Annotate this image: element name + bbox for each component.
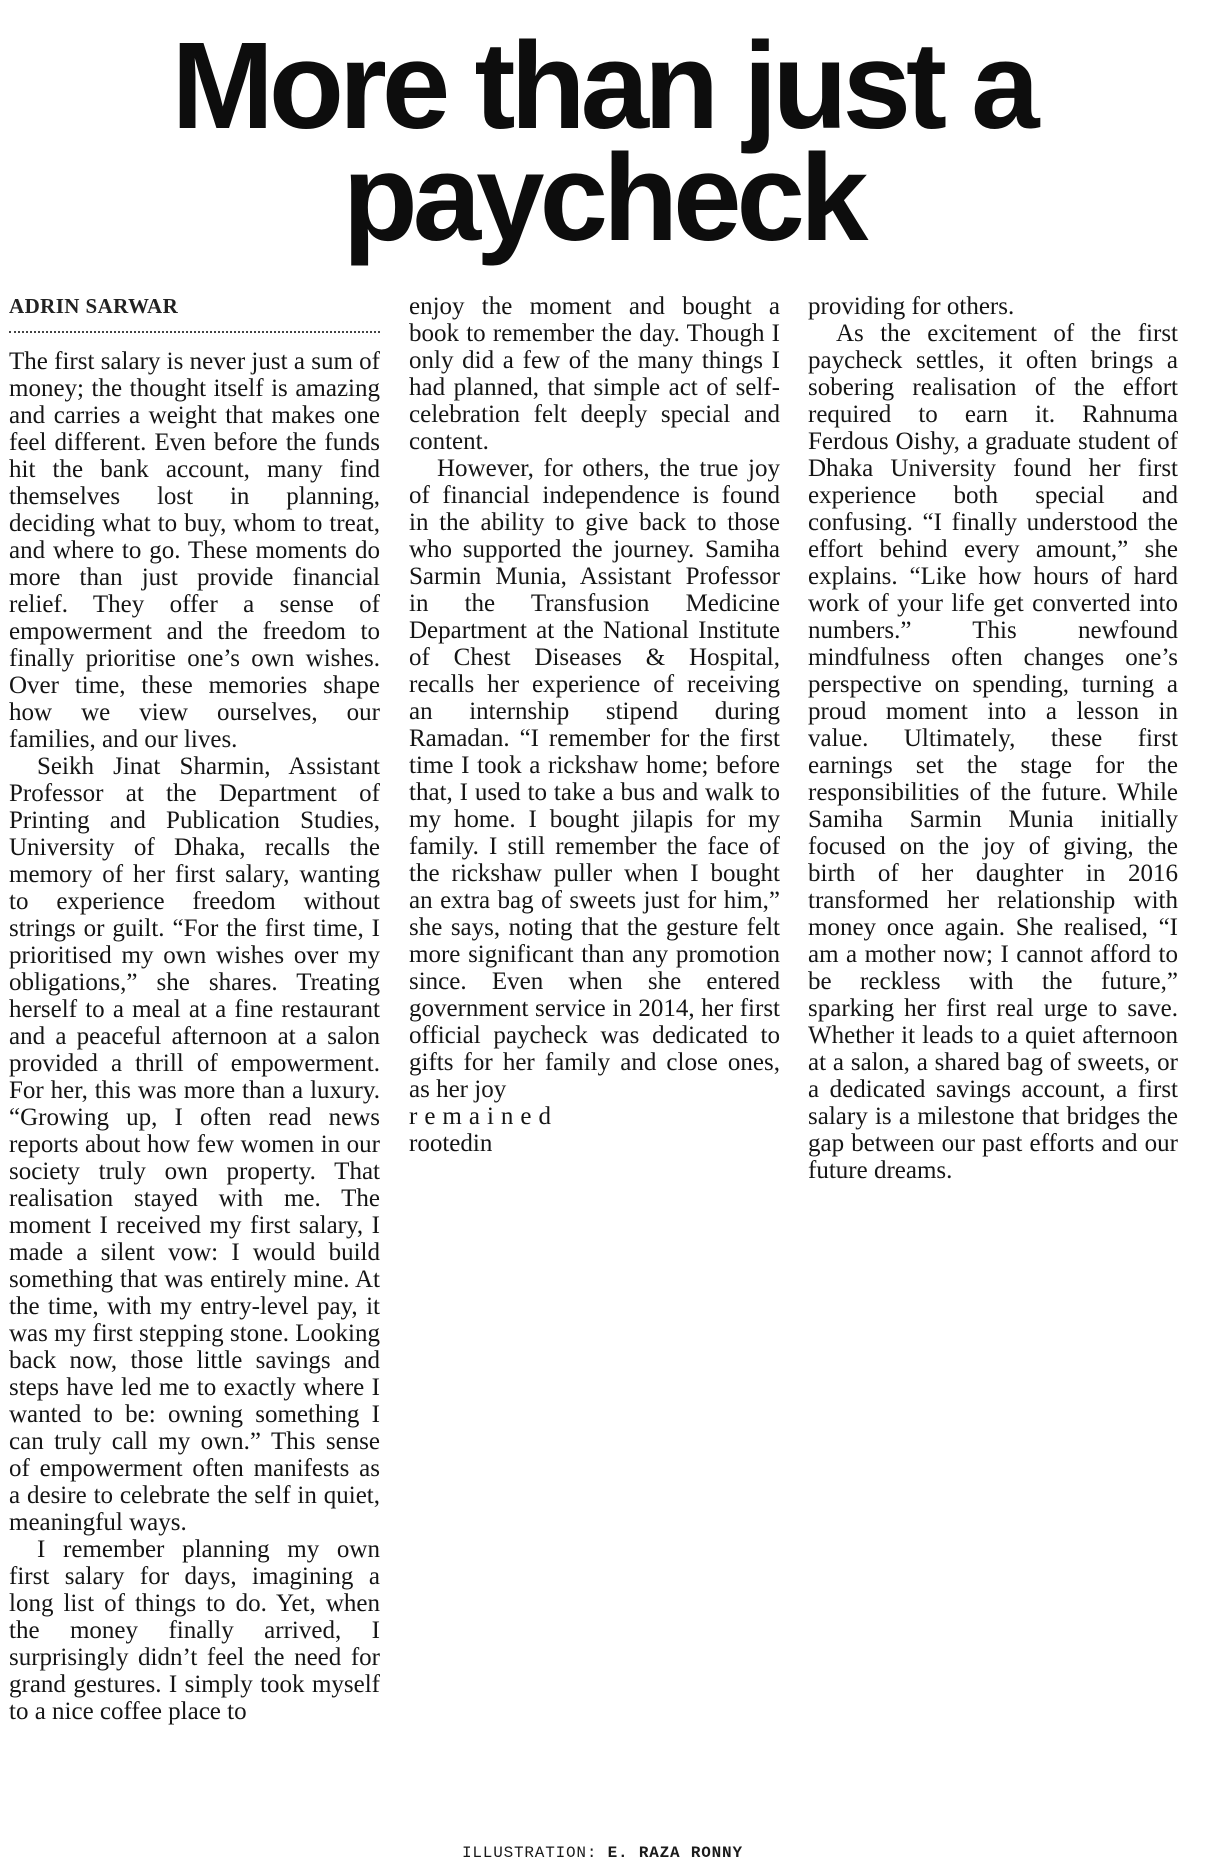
article-tail-line: rootedin [409,1130,493,1157]
illustrator-name: E. RAZA RONNY [607,1844,743,1862]
article-paragraph: Seikh Jinat Sharmin, Assistant Professor at the Department of Printing and Publication Studies, University of Dhaka, recalls the memory of her first salary, wanting to experience freedom without strings or guilt. “For the first time, I prioritised my own wishes over my obligations,” she shares. Treating herself to a meal at a fine restaurant and a peaceful afternoon at a salon provided a thrill of empowerment. For her, this was more than a luxury. “Growing up, I often read news reports about how few women in our society truly own property. That realisation stayed with me. The moment I received my first salary, I made a silent vow: I would build something that was entirely mine. At the time, with my entry-level pay, it was my first stepping stone. Looking back now, those little savings and steps have led me to exactly where I wanted to be: owning something I can truly call my own.” This sense of empowerment often manifests as a desire to celebrate the self in quiet, meaningful ways. [9,753,380,1536]
article-column-2 [409,293,780,1157]
headline-line-2: paycheck [342,130,864,267]
byline: ADRIN SARWAR [9,293,380,333]
article-column-3 [808,293,1178,1184]
article-paragraph: The first salary is never just a sum of money; the thought itself is amazing and carries a weight that makes one feel different. Even before the funds hit the bank account, many find themselves lost in planning, deciding what to buy, whom to treat, and where to go. These moments do more than just provide financial relief. They offer a sense of empowerment and the freedom to finally prioritise one’s own wishes. Over time, these memories shape how we view ourselves, our families, and our lives. [9,348,380,753]
illustration-label: ILLUSTRATION: [462,1844,598,1862]
illustration-credit [462,1843,743,1863]
article-paragraph: providing for others. [808,293,1015,320]
article-tail-line: remained [409,1103,559,1130]
headline [0,18,1206,267]
article-paragraph: I remember planning my own first salary for days, imagining a long list of things to do. Yet, when the money finally arrived, I surprisingly didn’t feel the need for grand gestures. I simply took myself to a nice coffee place to [9,1536,380,1725]
article-paragraph: As the excitement of the first paycheck settles, it often brings a sobering realisation of the effort required to earn it. Rahnuma Ferdous Oishy, a graduate student of Dhaka University found her first experience both special and confusing. “I finally understood the effort behind every amount,” she explains. “Like how hours of hard work of your life get converted into numbers.” This newfound mindfulness often changes one’s perspective on spending, turning a proud moment into a lesson in value. Ultimately, these first earnings set the stage for the responsibilities of the future. While Samiha Sarmin Munia initially focused on the joy of giving, the birth of her daughter in 2016 transformed her relationship with money once again. She realised, “I am a mother now; I cannot afford to be reckless with the future,” sparking her first real urge to save. Whether it leads to a quiet afternoon at a salon, a shared bag of sweets, or a dedicated savings account, a first salary is a milestone that bridges the gap between our past efforts and our future dreams. [808,320,1178,1184]
article-column-1 [9,293,380,1725]
headline-line-1: More than just a [171,18,1035,155]
article-paragraph: However, for others, the true joy of financial independence is found in the ability to give back to those who supported the journey. Samiha Sarmin Munia, Assistant Professor in the Transfusion Medicine Department at the National Institute of Chest Diseases & Hospital, recalls her experience of receiving an internship stipend during Ramadan. “I remember for the first time I took a rickshaw home; before that, I used to take a bus and walk to my home. I bought jilapis for my family. I still remember the face of the rickshaw puller when I bought an extra bag of sweets just for him,” she says, noting that the gesture felt more significant than any promotion since. Even when she entered government service in 2014, her first official paycheck was dedicated to gifts for her family and close ones, as her joy [409,455,780,1103]
article-paragraph: enjoy the moment and bought a book to remember the day. Though I only did a few of the many things I had planned, that simple act of self-celebration felt deeply special and content. [409,293,780,455]
